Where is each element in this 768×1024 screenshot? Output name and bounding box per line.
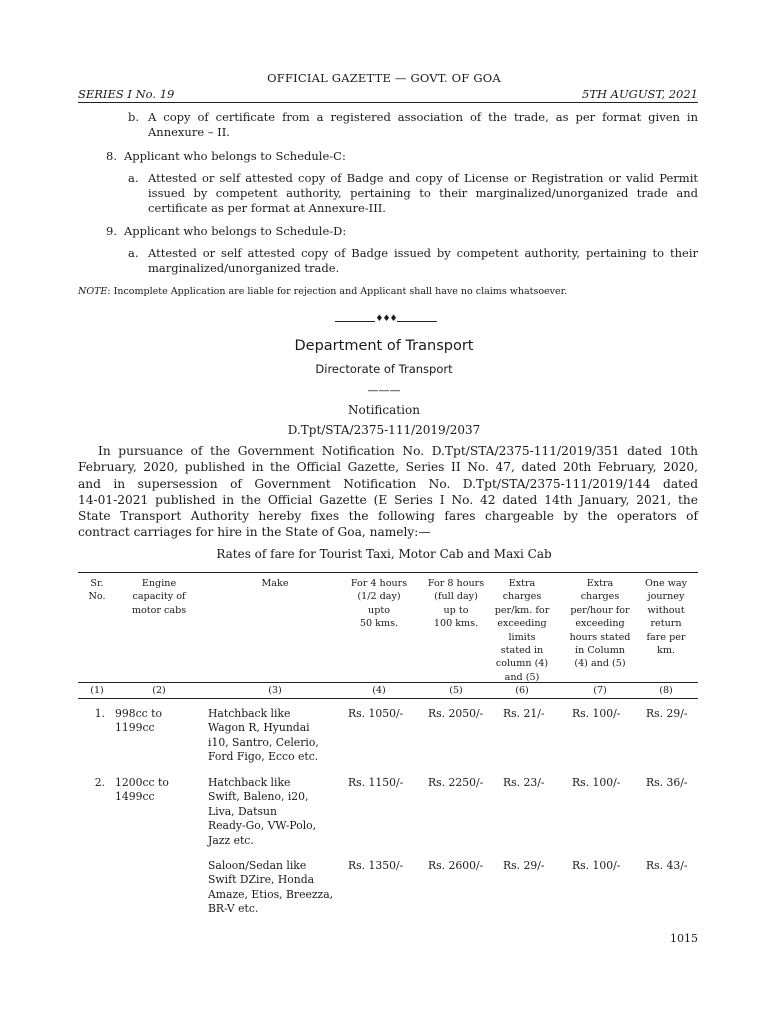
col-header-4-hours: For 4 hours (1/2 day) upto 50 kms. <box>350 578 408 630</box>
table-caption: Rates of fare for Tourist Taxi, Motor Cab and Maxi Cab <box>216 547 552 561</box>
body-line: In pursuance of the Government Notification No. D.Tpt/STA/2375-111/2019/351 dated 10th <box>98 444 698 458</box>
page-number: 1015 <box>670 932 698 945</box>
note-label: NOTE <box>78 286 108 297</box>
col-number: (4) <box>372 685 386 696</box>
notification-body <box>78 443 698 541</box>
heading-dash: ——— <box>367 384 401 397</box>
col-number: (7) <box>593 685 607 696</box>
cell-one-way: Rs. 36/- <box>646 776 688 789</box>
body-line: 14-01-2021 published in the Official Gazette (E Series I No. 42 dated 14th January, 2021, the <box>78 492 698 507</box>
cell-extra-hour: Rs. 100/- <box>572 707 621 720</box>
col-header-make: Make <box>261 578 289 589</box>
note-text: : Incomplete Application are liable for rejection and Applicant shall have no claims whatsoever. <box>107 286 568 297</box>
body-line: and in supersession of Government Notification No. D.Tpt/STA/2375-111/2019/144 dated <box>78 476 698 491</box>
list-text: A copy of certificate from a registered association of the trade, as per format given in Annexure – II. <box>148 110 698 139</box>
notification-title: Notification <box>348 403 420 417</box>
col-number: (8) <box>659 685 673 696</box>
table-header-rule <box>78 682 698 683</box>
cell-sr: 2. <box>94 776 105 789</box>
col-number: (1) <box>90 685 104 696</box>
list-marker: b. <box>128 110 140 124</box>
list-marker: a. <box>128 171 139 185</box>
list-marker: 9. <box>106 224 117 238</box>
col-number: (5) <box>449 685 463 696</box>
cell-extra-km: Rs. 23/- <box>503 776 545 789</box>
ornament-line <box>335 321 375 322</box>
cell-8-hours: Rs. 2250/- <box>428 776 484 789</box>
cell-4-hours: Rs. 1150/- <box>348 776 404 789</box>
body-line: contract carriages for hire in the State of Goa, namely:— <box>78 525 431 540</box>
col-number: (3) <box>268 685 282 696</box>
note <box>78 286 698 298</box>
issue-date: 5TH AUGUST, 2021 <box>582 87 698 101</box>
col-header-one-way: One way journey without return fare per km. <box>644 578 688 657</box>
table-top-rule <box>78 572 698 573</box>
cell-extra-km: Rs. 29/- <box>503 859 545 872</box>
col-number: (6) <box>515 685 529 696</box>
cell-make: Hatchback like Swift, Baleno, i20, Liva, Datsun Ready-Go, VW-Polo, Jazz etc. <box>208 776 317 847</box>
directorate-heading: Directorate of Transport <box>315 362 453 376</box>
list-text: Applicant who belongs to Schedule-D: <box>124 224 347 238</box>
list-text: Attested or self attested copy of Badge issued by competent authority, pertaining to their marginalized/unorganized trade. <box>148 246 698 275</box>
cell-engine: 1200cc to 1499cc <box>115 776 169 804</box>
body-line: February, 2020, published in the Official Gazette, Series II No. 47, dated 20th February, 2020, <box>78 460 698 475</box>
list-text: Attested or self attested copy of Badge and copy of License or Registration or valid Permit issued by competent authority, pertaining to their marginalized/unorganized trade and certificate as per format at Annexure-III. <box>148 171 698 215</box>
section-ornament <box>335 314 437 328</box>
col-number: (2) <box>152 685 166 696</box>
list-text: Applicant who belongs to Schedule-C: <box>124 149 346 163</box>
cell-4-hours: Rs. 1350/- <box>348 859 404 872</box>
department-heading: Department of Transport <box>294 338 474 354</box>
body-line: State Transport Authority hereby fixes the following fares chargeable by the operators of <box>78 509 698 524</box>
cell-sr: 1. <box>94 707 105 720</box>
col-header-sr: Sr. No. <box>88 578 106 603</box>
diamond-ornament-icon: ♦♦♦ <box>375 314 397 324</box>
cell-make: Hatchback like Wagon R, Hyundai i10, Santro, Celerio, Ford Figo, Ecco etc. <box>208 707 319 764</box>
table-colnum-rule <box>78 698 698 699</box>
cell-engine: 998cc to 1199cc <box>115 707 162 735</box>
cell-8-hours: Rs. 2600/- <box>428 859 484 872</box>
cell-one-way: Rs. 29/- <box>646 707 688 720</box>
cell-one-way: Rs. 43/- <box>646 859 688 872</box>
col-header-8-hours: For 8 hours (full day) up to 100 kms. <box>427 578 485 630</box>
col-header-extra-hour: Extra charges per/hour for exceeding hours stated in Column (4) and (5) <box>569 578 631 670</box>
col-header-engine: Engine capacity of motor cabs <box>131 578 187 616</box>
list-marker: a. <box>128 246 139 260</box>
header-row <box>78 87 698 103</box>
ornament-line <box>397 321 437 322</box>
list-marker: 8. <box>106 149 117 163</box>
cell-4-hours: Rs. 1050/- <box>348 707 404 720</box>
cell-8-hours: Rs. 2050/- <box>428 707 484 720</box>
cell-make: Saloon/Sedan like Swift DZire, Honda Amaze, Etios, Breezza, BR-V etc. <box>208 859 334 916</box>
gazette-title: OFFICIAL GAZETTE — GOVT. OF GOA <box>267 71 501 85</box>
cell-extra-hour: Rs. 100/- <box>572 859 621 872</box>
cell-extra-hour: Rs. 100/- <box>572 776 621 789</box>
col-header-extra-km: Extra charges per/km. for exceeding limits stated in column (4) and (5) <box>494 578 550 683</box>
cell-extra-km: Rs. 21/- <box>503 707 545 720</box>
series-label: SERIES I No. 19 <box>78 87 175 101</box>
notification-reference: D.Tpt/STA/2375-111/2019/2037 <box>287 423 481 437</box>
